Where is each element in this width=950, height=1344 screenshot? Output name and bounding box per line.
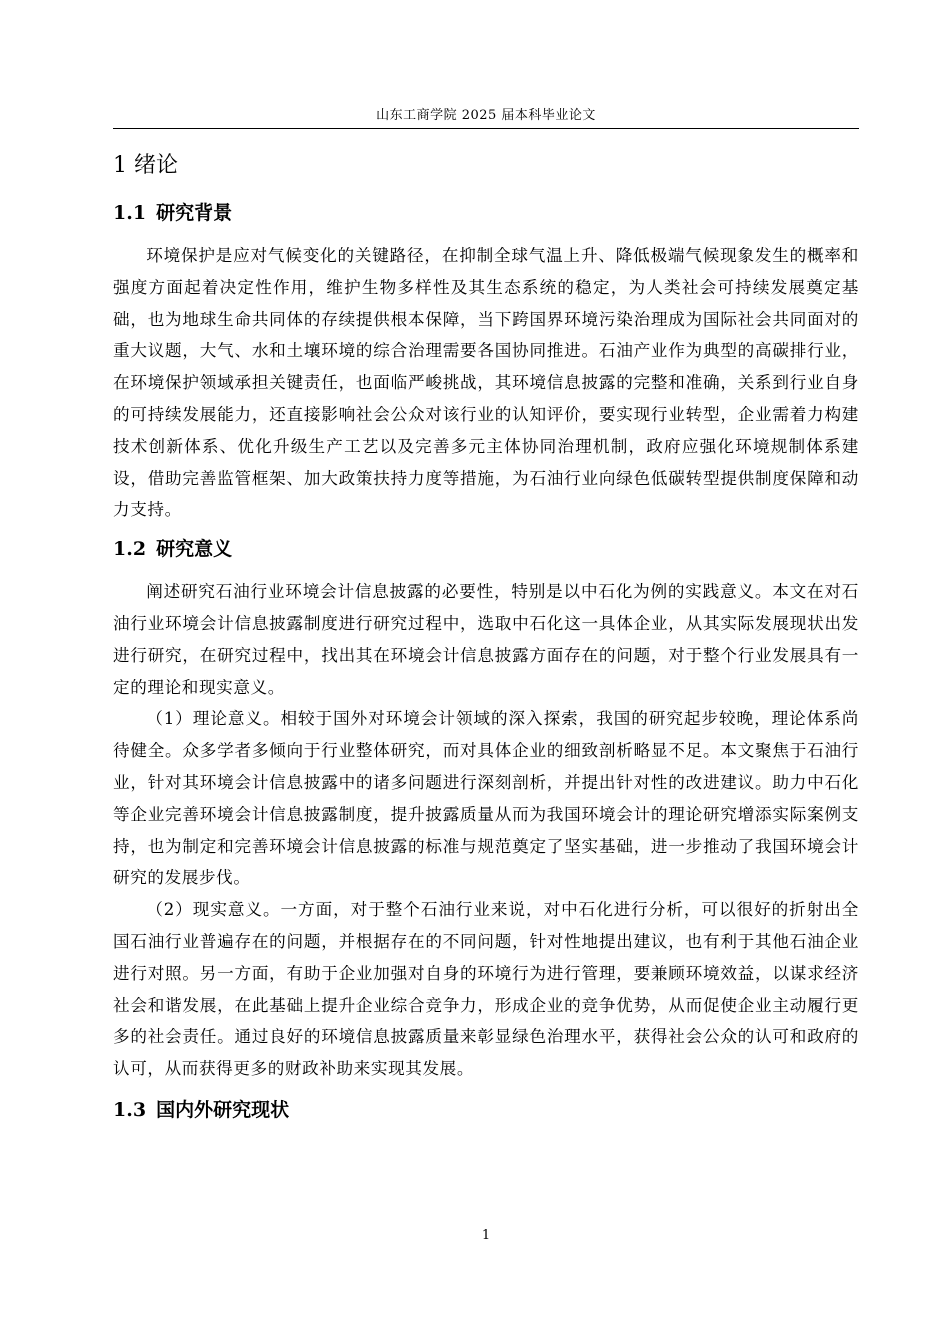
section-heading-research-background [113,198,859,228]
section-number: 1.2 [113,538,147,561]
section-heading-research-significance [113,534,859,564]
header-rule [113,128,859,129]
chapter-title-text: 绪论 [134,153,179,178]
paragraph: （2）现实意义。一方面，对于整个石油行业来说，对中石化进行分析，可以很好的折射出全国石油行业普遍存在的问题，并根据存在的不同问题，针对性地提出建议，也有利于其他石油企业进行对照。另一方面，有助于企业加强对自身的环境行为进行管理，要兼顾环境效益，以谋求经济社会和谐发展，在此基础上提升企业综合竞争力，形成企业的竞争优势，从而促使企业主动履行更多的社会责任。通过良好的环境信息披露质量来彰显绿色治理水平，获得社会公众的认可和政府的认可，从而获得更多的财政补助来实现其发展。 [113,900,859,1079]
page-header: 山东工商学院 2025 届本科毕业论文 [376,108,596,123]
section-number: 1.1 [113,202,147,224]
section-heading-research-status [113,1095,859,1125]
section-title-text: 国内外研究现状 [156,1098,290,1121]
page-content [113,148,859,1125]
page-number: 1 [481,1228,491,1243]
chapter-number: 1 [113,153,127,178]
section-number: 1.3 [113,1098,147,1121]
section-title-text: 研究意义 [156,538,233,561]
paragraph: 阐述研究石油行业环境会计信息披露的必要性，特别是以中石化为例的实践意义。本文在对石油行业环境会计信息披露制度进行研究过程中，选取中石化这一具体企业，从其实际发展现状出发进行研究，在研究过程中，找出其在环境会计信息披露方面存在的问题，对于整个行业发展具有一定的理论和现实意义。 [113,582,859,697]
paragraph: 环境保护是应对气候变化的关键路径，在抑制全球气温上升、降低极端气候现象发生的概率和强度方面起着决定性作用，维护生物多样性及其生态系统的稳定，为人类社会可持续发展奠定基础，也为地球生命共同体的存续提供根本保障，当下跨国界环境污染治理成为国际社会共同面对的重大议题，大气、水和土壤环境的综合治理需要各国协同推进。石油产业作为典型的高碳排行业，在环境保护领域承担关键责任，也面临严峻挑战，其环境信息披露的完整和准确，关系到行业自身的可持续发展能力，还直接影响社会公众对该行业的认知评价，要实现行业转型，企业需着力构建技术创新体系、优化升级生产工艺以及完善多元主体协同治理机制，政府应强化环境规制体系建设，借助完善监管框架、加大政策扶持力度等措施，为石油行业向绿色低碳转型提供制度保障和动力支持。 [113,246,859,520]
paragraph: （1）理论意义。相较于国外对环境会计领域的深入探索，我国的研究起步较晚，理论体系尚待健全。众多学者多倾向于行业整体研究，而对具体企业的细致剖析略显不足。本文聚焦于石油行业，针对其环境会计信息披露中的诸多问题进行深刻剖析，并提出针对性的改进建议。助力中石化等企业完善环境会计信息披露制度，提升披露质量从而为我国环境会计的理论研究增添实际案例支持，也为制定和完善环境会计信息披露的标准与规范奠定了坚实基础，进一步推动了我国环境会计研究的发展步伐。 [113,709,859,888]
chapter-title [113,148,859,184]
section-title-text: 研究背景 [156,202,233,224]
